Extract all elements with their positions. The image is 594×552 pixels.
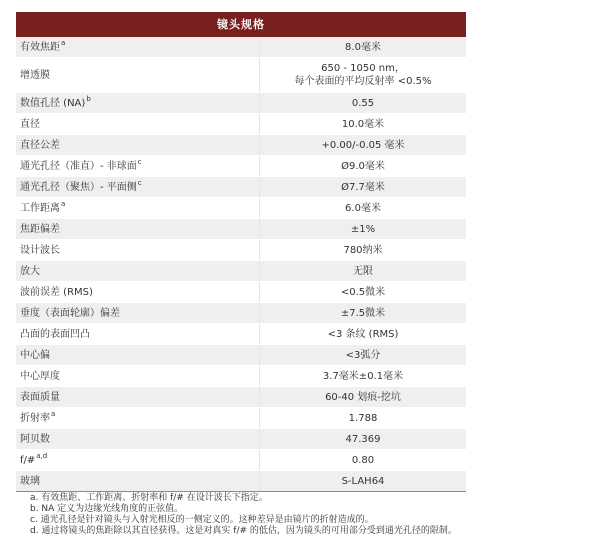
footnotes (30, 493, 590, 537)
footnote-marker: c (137, 157, 142, 166)
spec-label: 直径公差 (20, 139, 60, 151)
spec-value: ±1% (350, 223, 376, 235)
spec-value-cell (260, 366, 467, 387)
table-row (16, 177, 466, 198)
spec-value-cell (260, 198, 467, 219)
spec-value-cell (260, 345, 467, 366)
table-row (16, 345, 466, 366)
spec-value: 1.788 (348, 412, 378, 424)
spec-label-cell (16, 324, 260, 345)
table-row (16, 303, 466, 324)
table-row (16, 58, 466, 93)
spec-value-cell (260, 156, 467, 177)
spec-value: 无限 (353, 265, 373, 277)
spec-value-cell (260, 135, 467, 156)
spec-value-cell (260, 282, 467, 303)
spec-value-cell (260, 450, 467, 471)
spec-label-cell (16, 93, 260, 114)
spec-label: 垂度（表面轮廓）偏差 (20, 307, 120, 319)
spec-label-cell (16, 366, 260, 387)
spec-value: 6.0毫米 (345, 202, 381, 214)
spec-value: 60-40 划痕-挖坑 (325, 391, 401, 403)
spec-label: 数值孔径 (NA) (20, 97, 86, 109)
spec-label: 折射率 (20, 412, 50, 424)
spec-value-cell (260, 93, 467, 114)
spec-value: <3弧分 (345, 349, 381, 361)
table-row (16, 156, 466, 177)
spec-value-cell (260, 429, 467, 450)
spec-label: 放大 (20, 265, 40, 277)
table-title: 镜头规格 (16, 12, 466, 37)
spec-label: 通光孔径（聚焦）- 平面侧 (20, 181, 137, 193)
spec-label: 设计波长 (20, 244, 60, 256)
footnote-b: b. NA 定义为边缘光线角度的正弦值。 (30, 504, 184, 514)
spec-value-cell (260, 177, 467, 198)
footnote-d: d. 通过将镜头的焦距除以其直径获得。这是对真实 f/# 的低估，因为镜头的可用部分受到通光孔径的限制。 (30, 526, 457, 536)
spec-label-cell (16, 135, 260, 156)
spec-label: 中心厚度 (20, 370, 60, 382)
spec-label-cell (16, 240, 260, 261)
spec-value: +0.00/-0.05 毫米 (321, 139, 405, 151)
lens-spec-table (16, 12, 466, 492)
spec-label-cell (16, 37, 260, 58)
spec-label-cell (16, 114, 260, 135)
spec-label: 焦距偏差 (20, 223, 60, 235)
table-row (16, 93, 466, 114)
spec-label: f/# (20, 454, 36, 466)
spec-label-cell (16, 156, 260, 177)
spec-label-cell (16, 387, 260, 408)
spec-value: 8.0毫米 (345, 41, 381, 53)
footnote-marker: b (86, 94, 91, 103)
table-row (16, 198, 466, 219)
spec-label-cell (16, 471, 260, 492)
table-row (16, 114, 466, 135)
spec-label-cell (16, 58, 260, 93)
spec-value-cell (260, 37, 467, 58)
spec-label: 直径 (20, 118, 40, 130)
spec-value: <0.5微米 (340, 286, 386, 298)
table-row (16, 450, 466, 471)
spec-label-cell (16, 450, 260, 471)
spec-label: 中心偏 (20, 349, 50, 361)
spec-value: 47.369 (345, 433, 381, 445)
spec-value-cell (260, 408, 467, 429)
footnote-marker: c (137, 178, 142, 187)
spec-label-cell (16, 261, 260, 282)
spec-value-cell (260, 303, 467, 324)
footnote-marker: a (51, 409, 56, 418)
spec-label-cell (16, 177, 260, 198)
table-row (16, 324, 466, 345)
table-row (16, 37, 466, 58)
spec-label: 凸面的表面凹凸 (20, 328, 90, 340)
table-row (16, 261, 466, 282)
spec-value-cell (260, 58, 467, 93)
table-row (16, 282, 466, 303)
spec-value-cell (260, 471, 467, 492)
table-row (16, 219, 466, 240)
spec-value-line2: 每个表面的平均反射率 <0.5% (294, 76, 432, 87)
table-row (16, 429, 466, 450)
footnote-c: c. 通光孔径是针对镜头与入射光相反的一侧定义的。这种差异是由镜片的折射造成的。 (30, 515, 374, 525)
spec-label-cell (16, 345, 260, 366)
table-row (16, 408, 466, 429)
spec-value: S-LAH64 (341, 475, 385, 487)
spec-label-cell (16, 429, 260, 450)
spec-label: 玻璃 (20, 475, 40, 487)
spec-label: 有效焦距 (20, 41, 60, 53)
spec-label-cell (16, 219, 260, 240)
spec-value: Ø7.7毫米 (341, 181, 385, 193)
spec-value-cell (260, 240, 467, 261)
spec-label-cell (16, 282, 260, 303)
spec-value-cell (260, 219, 467, 240)
spec-value-cell (260, 114, 467, 135)
spec-label: 阿贝数 (20, 433, 50, 445)
spec-value: ±7.5微米 (340, 307, 386, 319)
spec-value: 0.55 (351, 97, 375, 109)
spec-value: 10.0毫米 (341, 118, 385, 130)
spec-value: 650 - 1050 nm， (321, 63, 405, 74)
spec-label: 增透膜 (20, 69, 50, 81)
spec-value-cell (260, 261, 467, 282)
table-row (16, 135, 466, 156)
spec-value: 3.7毫米±0.1毫米 (322, 370, 404, 382)
footnote-marker: a (61, 38, 66, 47)
spec-label: 表面质量 (20, 391, 60, 403)
spec-label-cell (16, 408, 260, 429)
footnote-a: a. 有效焦距、工作距离、折射率和 f/# 在设计波长下指定。 (30, 493, 268, 503)
spec-value-cell (260, 324, 467, 345)
spec-table-body (16, 37, 466, 492)
footnote-marker: a (61, 199, 66, 208)
table-row (16, 366, 466, 387)
spec-label: 工作距离 (20, 202, 60, 214)
spec-value-cell (260, 387, 467, 408)
spec-value: Ø9.0毫米 (341, 160, 385, 172)
spec-label-cell (16, 303, 260, 324)
table-row (16, 240, 466, 261)
spec-value: 0.80 (351, 454, 375, 466)
spec-value: 780纳米 (343, 244, 383, 256)
spec-label: 波前误差 (RMS) (20, 286, 93, 298)
footnote-marker: a,d (36, 451, 48, 460)
spec-value: <3 条纹 (RMS) (327, 328, 399, 340)
spec-label-cell (16, 198, 260, 219)
table-row (16, 387, 466, 408)
spec-label: 通光孔径（准直）- 非球面 (20, 160, 137, 172)
table-row (16, 471, 466, 492)
